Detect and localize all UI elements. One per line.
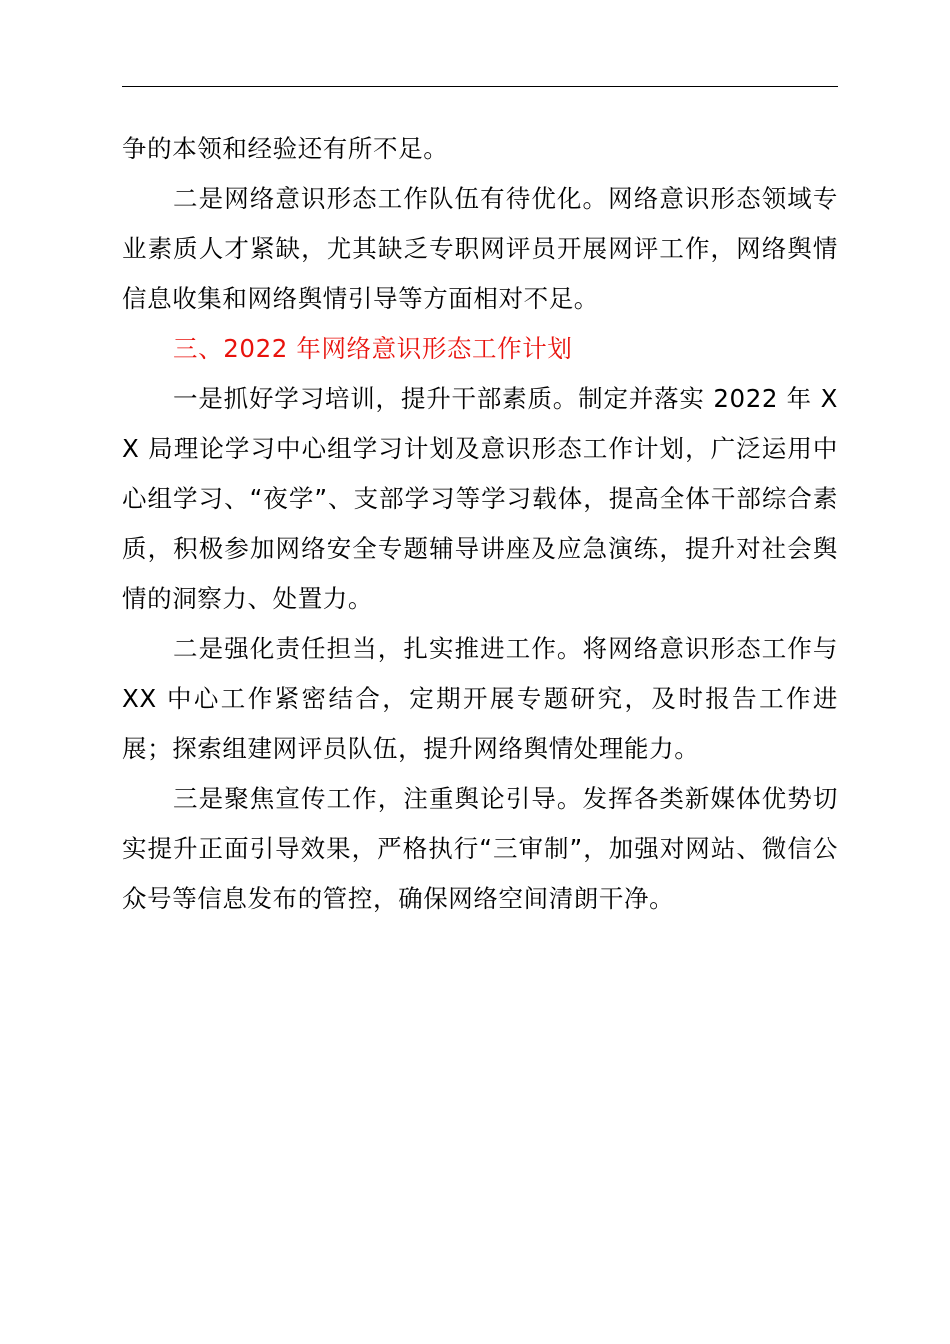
paragraph-plan-two: 二是强化责任担当，扎实推进工作。将网络意识形态工作与 XX 中心工作紧密结合，定期开展专题研究，及时报告工作进展；探索组建网评员队伍，提升网络舆情处理能力。 bbox=[122, 634, 838, 763]
header-rule bbox=[122, 86, 838, 87]
document-body bbox=[122, 124, 838, 924]
section-heading: 三、2022 年网络意识形态工作计划 bbox=[173, 334, 573, 363]
paragraph-continuation: 争的本领和经验还有所不足。 bbox=[122, 134, 449, 163]
paragraph-plan-one: 一是抓好学习培训，提升干部素质。制定并落实 2022 年 XX 局理论学习中心组学习计划及意识形态工作计划，广泛运用中心组学习、“夜学”、支部学习等学习载体，提高全体干部综合素质，积极参加网络安全专题辅导讲座及应急演练，提升对社会舆情的洞察力、处置力。 bbox=[122, 384, 838, 613]
paragraph-problem-two: 二是网络意识形态工作队伍有待优化。网络意识形态领域专业素质人才紧缺，尤其缺乏专职网评员开展网评工作，网络舆情信息收集和网络舆情引导等方面相对不足。 bbox=[122, 184, 838, 313]
paragraph-plan-three: 三是聚焦宣传工作，注重舆论引导。发挥各类新媒体优势切实提升正面引导效果，严格执行“三审制”，加强对网站、微信公众号等信息发布的管控，确保网络空间清朗干净。 bbox=[122, 784, 838, 913]
